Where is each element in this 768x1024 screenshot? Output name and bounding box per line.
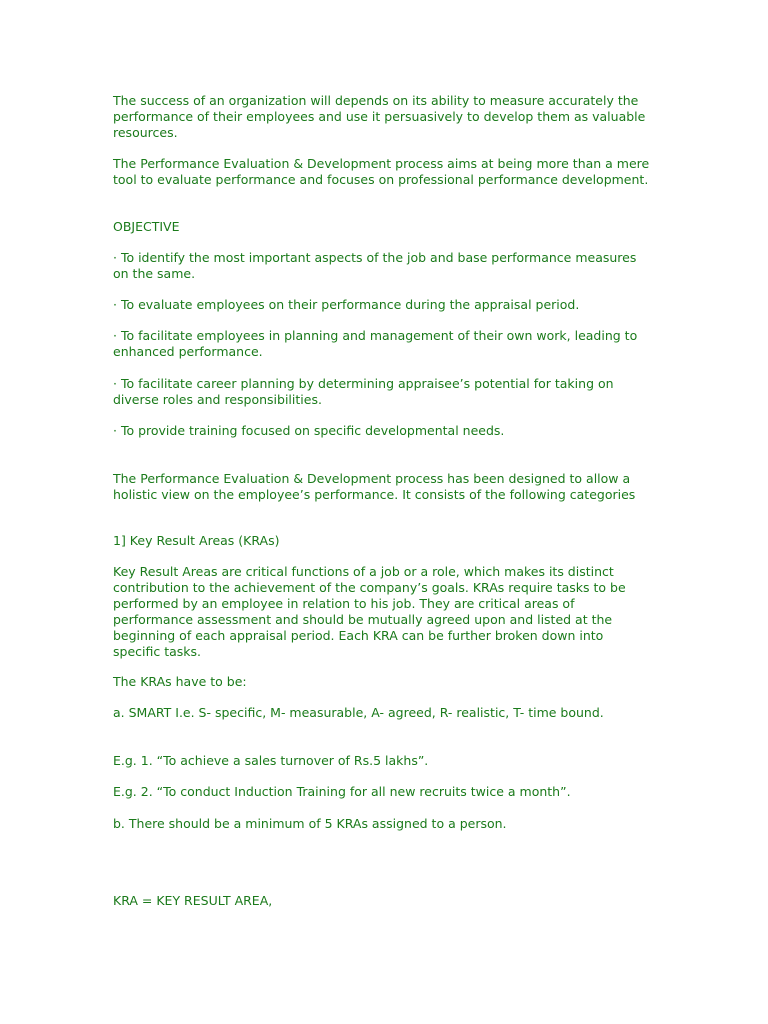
- kra-definition-paragraph: Key Result Areas are critical functions of a job or a role, which makes its distinct contribution to the achievement of the company’s goals. KRAs require tasks to be performed by an employee in relation to his job. They are critical areas of performance assessment and should be mutually agreed upon and listed at the beginning of each appraisal period. Each KRA can be further broken down into specific tasks.: [113, 564, 626, 659]
- categories-intro-paragraph: The Performance Evaluation & Development process has been designed to allow a holistic view on the employee’s performance. It consists of the following categories: [113, 471, 636, 502]
- process-aim-paragraph: The Performance Evaluation & Development process aims at being more than a mere tool to evaluate performance and focuses on professional performance development.: [113, 156, 650, 187]
- intro-paragraph: The success of an organization will depends on its ability to measure accurately the performance of their employees and use it persuasively to develop them as valuable resources.: [113, 93, 646, 140]
- kra-example-1: E.g. 1. “To achieve a sales turnover of Rs.5 lakhs”.: [113, 753, 429, 768]
- kra-example-2: E.g. 2. “To conduct Induction Training for all new recruits twice a month”.: [113, 784, 571, 799]
- kra-minimum-item: b. There should be a minimum of 5 KRAs assigned to a person.: [113, 816, 507, 831]
- kra-section-heading: 1] Key Result Areas (KRAs): [113, 533, 280, 548]
- objective-bullet-3: · To facilitate employees in planning and management of their own work, leading to enhanced performance.: [113, 328, 638, 359]
- objective-bullet-4: · To facilitate career planning by determining appraisee’s potential for taking on diverse roles and responsibilities.: [113, 376, 614, 407]
- objective-bullet-2: · To evaluate employees on their performance during the appraisal period.: [113, 297, 580, 312]
- objective-bullet-5: · To provide training focused on specific developmental needs.: [113, 423, 505, 438]
- objective-heading: OBJECTIVE: [113, 219, 180, 234]
- kra-requirements-lead: The KRAs have to be:: [113, 674, 247, 689]
- kra-smart-item: a. SMART I.e. S- specific, M- measurable, A- agreed, R- realistic, T- time bound.: [113, 705, 604, 720]
- kra-definition-footer: KRA = KEY RESULT AREA,: [113, 893, 273, 908]
- objective-bullet-1: · To identify the most important aspects of the job and base performance measures on the same.: [113, 250, 637, 281]
